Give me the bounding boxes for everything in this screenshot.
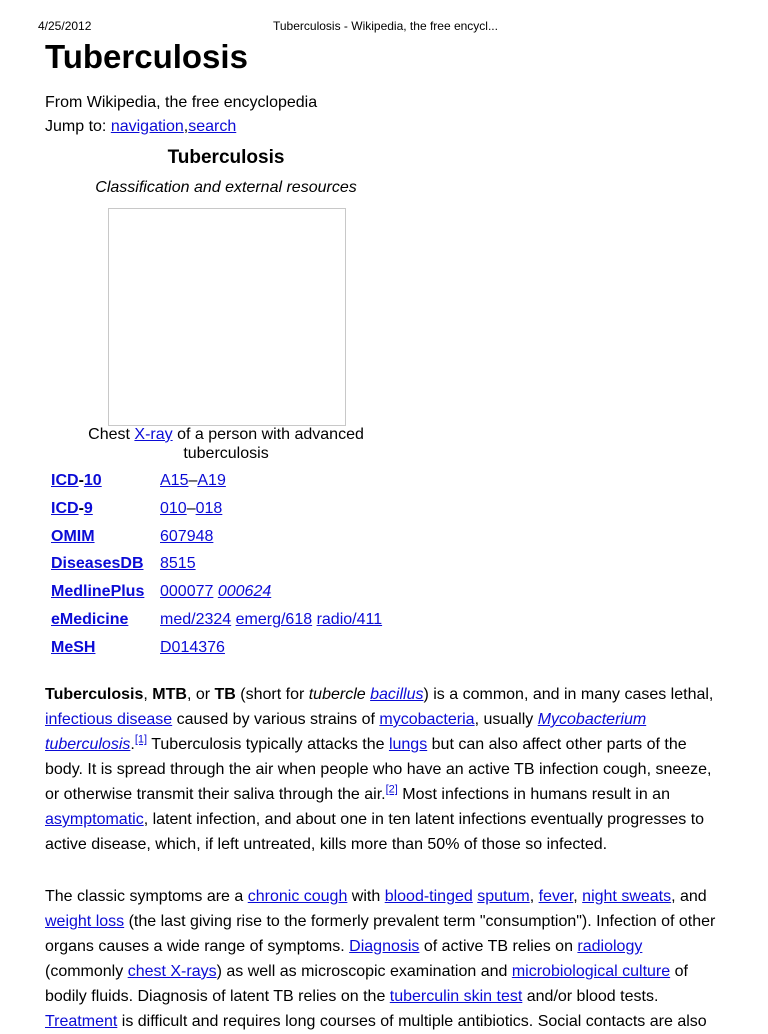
body-text: body. It is spread through the air when people who have an active TB infection cough, sneeze, [45,761,712,778]
intro-paragraph: Tuberculosis, MTB, or TB (short for tubercle bacillus) is a common, and in many cases lethal, infectious disease caused by various strains of mycobacteria, usually Mycobacterium tuberculosis.[1] Tuberculosis typically attacks the lungs but can also affect other parts of the body. It is spread through the air when people who have an active TB infection cough, sneeze, or otherwise transmit their saliva through the air.[2] Most infections in humans result in an asymptomatic, latent infection, and about one in ten latent infections eventually progresses to active disease, which, if left untreated, kills more than 50% of those so infected. [45,682,735,857]
emedicine-link[interactable]: eMedicine [51,611,129,628]
icd10-a15-link[interactable]: A15 [160,472,189,489]
medlineplus-value-link[interactable]: 000077 [160,583,214,600]
medlineplus-link[interactable]: MedlinePlus [51,583,145,600]
icd9-link[interactable]: 9 [83,500,93,517]
chest-x-rays-link[interactable]: chest X-rays [127,963,217,980]
radiology-link[interactable]: radiology [577,938,643,955]
range-separator: – [186,500,196,517]
print-page-title: Tuberculosis - Wikipedia, the free encycl... [273,19,498,33]
jump-label: Jump to: [45,118,111,135]
infobox-caption-line2: tuberculosis [183,445,269,462]
symptoms-paragraph: The classic symptoms are a chronic cough with blood-tinged sputum, fever, night sweats, and weight loss (the last giving rise to the formerly prevalent term "consumption"). Infection of other organs causes a wide range of symptoms. Diagnosis of active TB relies on radiology (commonly chest X-rays) as well as microscopic examination and microbiological culture of bodily fluids. Diagnosis of latent TB relies on the tuberculin skin test and/or blood tests. Treatment is difficult and requires long courses of multiple antibiotics. Social contacts are also [45,888,716,1030]
mesh-value-link[interactable]: D014376 [160,639,225,656]
chronic-cough-link[interactable]: chronic cough [247,888,348,905]
infobox-subtitle: Classification and external resources [95,179,357,196]
icd-link[interactable]: ICD [51,472,79,489]
body-text: active disease, which, if left untreated, kills more than 50% of those so infected. [45,836,608,853]
diagnosis-link[interactable]: Diagnosis [349,938,420,955]
key-separator: - [78,472,84,489]
jump-separator: , [183,118,189,135]
caption-text: of a person with advanced [172,426,364,443]
print-date: 4/25/2012 [38,19,92,33]
omim-value-link[interactable]: 607948 [160,528,214,545]
tuberculin-skin-test-link[interactable]: tuberculin skin test [389,988,523,1005]
emedicine-radio-link[interactable]: radio/411 [316,611,383,628]
caption-text: Chest [88,426,135,443]
tuberculosis-species-link[interactable]: tuberculosis [45,736,131,753]
omim-link[interactable]: OMIM [51,528,95,545]
weight-loss-link[interactable]: weight loss [45,913,125,930]
jump-search-link[interactable]: search [188,118,237,135]
lungs-link[interactable]: lungs [388,736,428,753]
bacillus-link[interactable]: bacillus [370,686,424,703]
medlineplus-value2-link[interactable]: 000624 [217,583,272,600]
icd10-a19-link[interactable]: A19 [197,472,226,489]
emedicine-emerg-link[interactable]: emerg/618 [235,611,313,628]
infobox-image[interactable] [108,208,346,426]
infobox-title: Tuberculosis [167,147,285,168]
page-title: Tuberculosis [45,38,248,75]
range-separator: – [188,472,198,489]
icd-link[interactable]: ICD [51,500,79,517]
diseasesdb-link[interactable]: DiseasesDB [51,555,144,572]
jump-to [45,118,236,136]
icd9-010-link[interactable]: 010 [160,500,187,517]
citation-2[interactable]: [2] [385,783,398,796]
icd10-link[interactable]: 10 [83,472,102,489]
infectious-disease-link[interactable]: infectious disease [45,711,173,728]
mycobacterium-link[interactable]: Mycobacterium [537,711,647,728]
sputum-link[interactable]: sputum [477,888,530,905]
key-separator: - [78,500,84,517]
citation-1[interactable]: [1] [134,733,148,746]
infobox-caption [45,426,407,444]
fever-link[interactable]: fever [538,888,574,905]
x-ray-link[interactable]: X-ray [134,426,173,443]
night-sweats-link[interactable]: night sweats [582,888,672,905]
site-subtitle: From Wikipedia, the free encyclopedia [45,94,318,111]
jump-navigation-link[interactable]: navigation [110,118,184,135]
mycobacteria-link[interactable]: mycobacteria [379,711,475,728]
term-bold: Tuberculosis [45,686,144,703]
mesh-link[interactable]: MeSH [51,639,96,656]
microbiological-culture-link[interactable]: microbiological culture [511,963,671,980]
term-bold: TB [214,686,236,703]
term-bold: MTB [152,686,187,703]
asymptomatic-link[interactable]: asymptomatic [45,811,144,828]
diseasesdb-value-link[interactable]: 8515 [160,555,196,572]
icd9-018-link[interactable]: 018 [195,500,223,517]
treatment-link[interactable]: Treatment [45,1013,118,1030]
blood-tinged-link[interactable]: blood-tinged [384,888,473,905]
emedicine-med-link[interactable]: med/2324 [160,611,232,628]
